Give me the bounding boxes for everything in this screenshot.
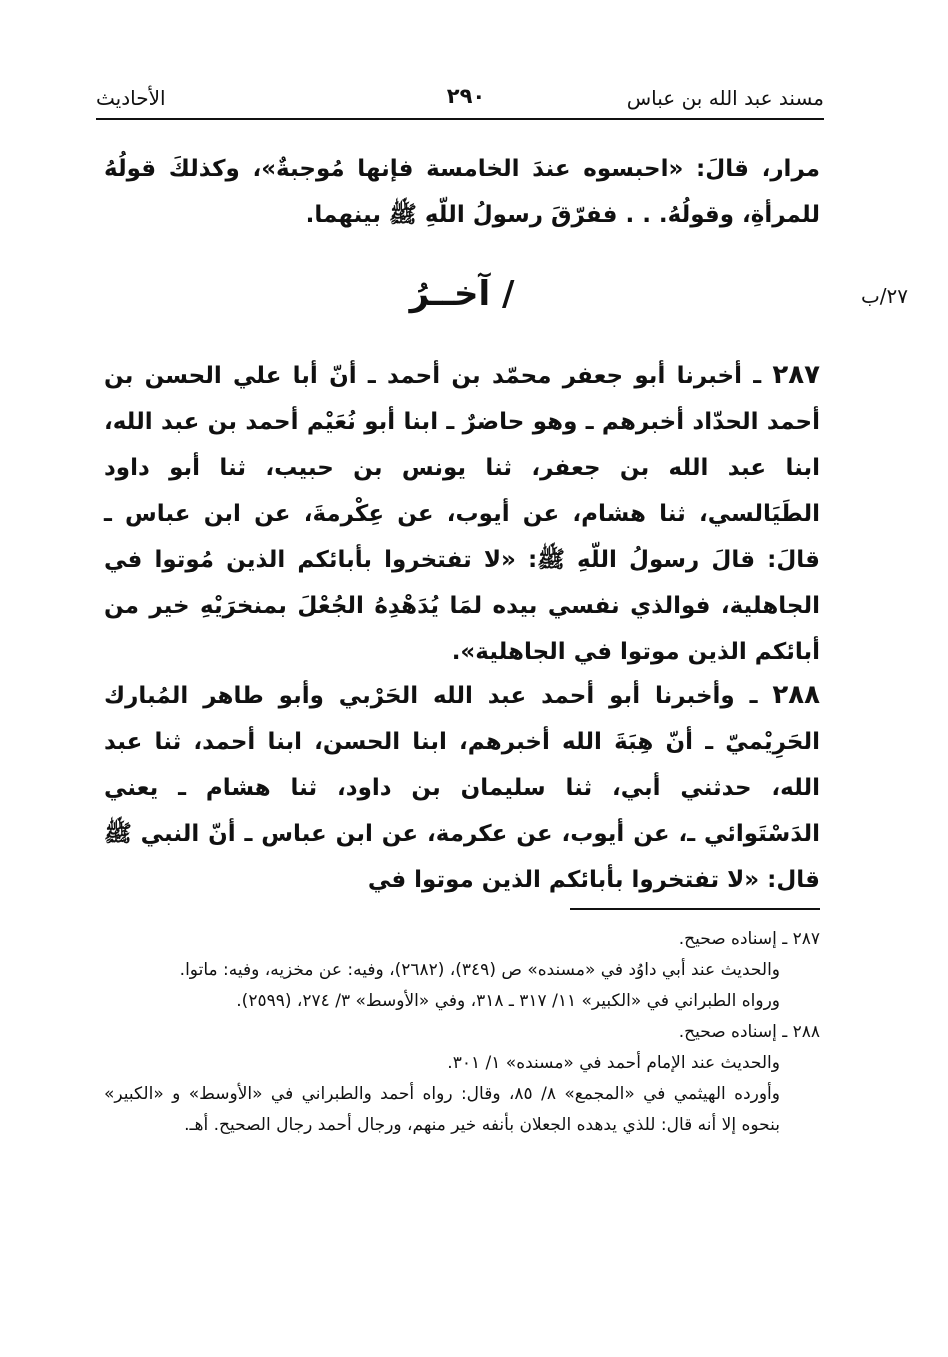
footnote-288-line: والحديث عند الإمام أحمد في «مسنده» ١/ ٣٠١. bbox=[447, 1053, 780, 1073]
page-number: ٢٩٠ bbox=[446, 84, 486, 108]
footnote-287-heading: ٢٨٧ ـ إسناده صحيح. bbox=[678, 929, 820, 949]
hadith-288-text: ـ وأخبرنا أبو أحمد عبد الله الحَرْبي وأبو طاهر المُبارك الحَرِيْميّ ـ أنّ هِبَةَ الله أخبرهم، ابنا الحسن، ابنا أحمد، ثنا عبد الله، حدثني أبي، ثنا سليمان بن داود، ثنا هشام ـ يعني الدَسْتَوائي ـ، عن أيوب، عن عكرمة، عن ابن عباس ـ أنّ النبي ﷺ قال: «لا تفتخروا بأبائكم الذين موتوا في bbox=[104, 683, 820, 893]
hadith-287-paragraph bbox=[104, 352, 820, 675]
footnote-287-line: والحديث عند أبي داوُد في «مسنده» ص (٣٤٩)، (٢٦٨٢)، وفيه: عن مخزيه، وفيه: ماتوا. bbox=[179, 960, 780, 980]
intro-paragraph bbox=[104, 146, 820, 238]
book-title: مسند عبد الله بن عباس bbox=[626, 86, 824, 110]
header-divider bbox=[96, 118, 824, 120]
hadith-287-text: ـ أخبرنا أبو جعفر محمّد بن أحمد ـ أنّ أبا علي الحسن بن أحمد الحدّاد أخبرهم ـ وهو حاضرٌ ـ ابنا أبو نُعَيْم أحمد بن عبد الله، ابنا عبد الله بن جعفر، ثنا يونس بن حبيب، ثنا أبو داود الطَيَالسي، ثنا هشام، عن أيوب، عن عِكْرمةَ، عن ابن عباس ـ قالَ: قالَ رسولُ اللّهِ ﷺ: «لا تفتخروا بأبائكم الذين مُوتوا في الجاهلية، فوالذي نفسي بيده لمَا يُدَهْدِهُ الجُعْلَ بمنخرَيْهِ خير من أبائكم الذين موتوا في الجاهلية». bbox=[104, 363, 820, 665]
footnote-divider bbox=[570, 908, 820, 910]
footnote-287-line: ورواه الطبراني في «الكبير» ١١/ ٣١٧ ـ ٣١٨، وفي «الأوسط» ٣/ ٢٧٤، (٢٥٩٩). bbox=[236, 991, 780, 1011]
running-header bbox=[96, 80, 824, 120]
intro-text: مرار، قالَ: «احبسوه عندَ الخامسة فإنها مُوجبةٌ»، وكذلكَ قولُهُ للمرأةِ، وقولُهُ. . . ففرّقَ رسولُ اللّهِ ﷺ بينهما. bbox=[104, 156, 820, 228]
section-title: / آخــرُ bbox=[409, 274, 515, 314]
hadith-288-paragraph bbox=[104, 672, 820, 903]
footnote-288-line: وأورده الهيثمي في «المجمع» ٨/ ٨٥، وقال: رواه أحمد والطبراني في «الأوسط» و «الكبير» بنحوه إلا أنه قال: للذي يدهده الجعلان بأنفه خير منهم، ورجال أحمد رجال الصحيح. أهـ. bbox=[104, 1084, 780, 1135]
hadith-287-number: ٢٨٧ bbox=[772, 360, 820, 390]
hadith-288 bbox=[104, 672, 820, 903]
section-label: الأحاديث bbox=[96, 86, 166, 110]
hadith-288-number: ٢٨٨ bbox=[772, 680, 820, 710]
margin-folio-note: ٢٧/ب bbox=[860, 284, 908, 308]
hadith-287 bbox=[104, 352, 820, 675]
footnotes bbox=[104, 924, 820, 1141]
footnote-288-heading: ٢٨٨ ـ إسناده صحيح. bbox=[678, 1022, 820, 1042]
